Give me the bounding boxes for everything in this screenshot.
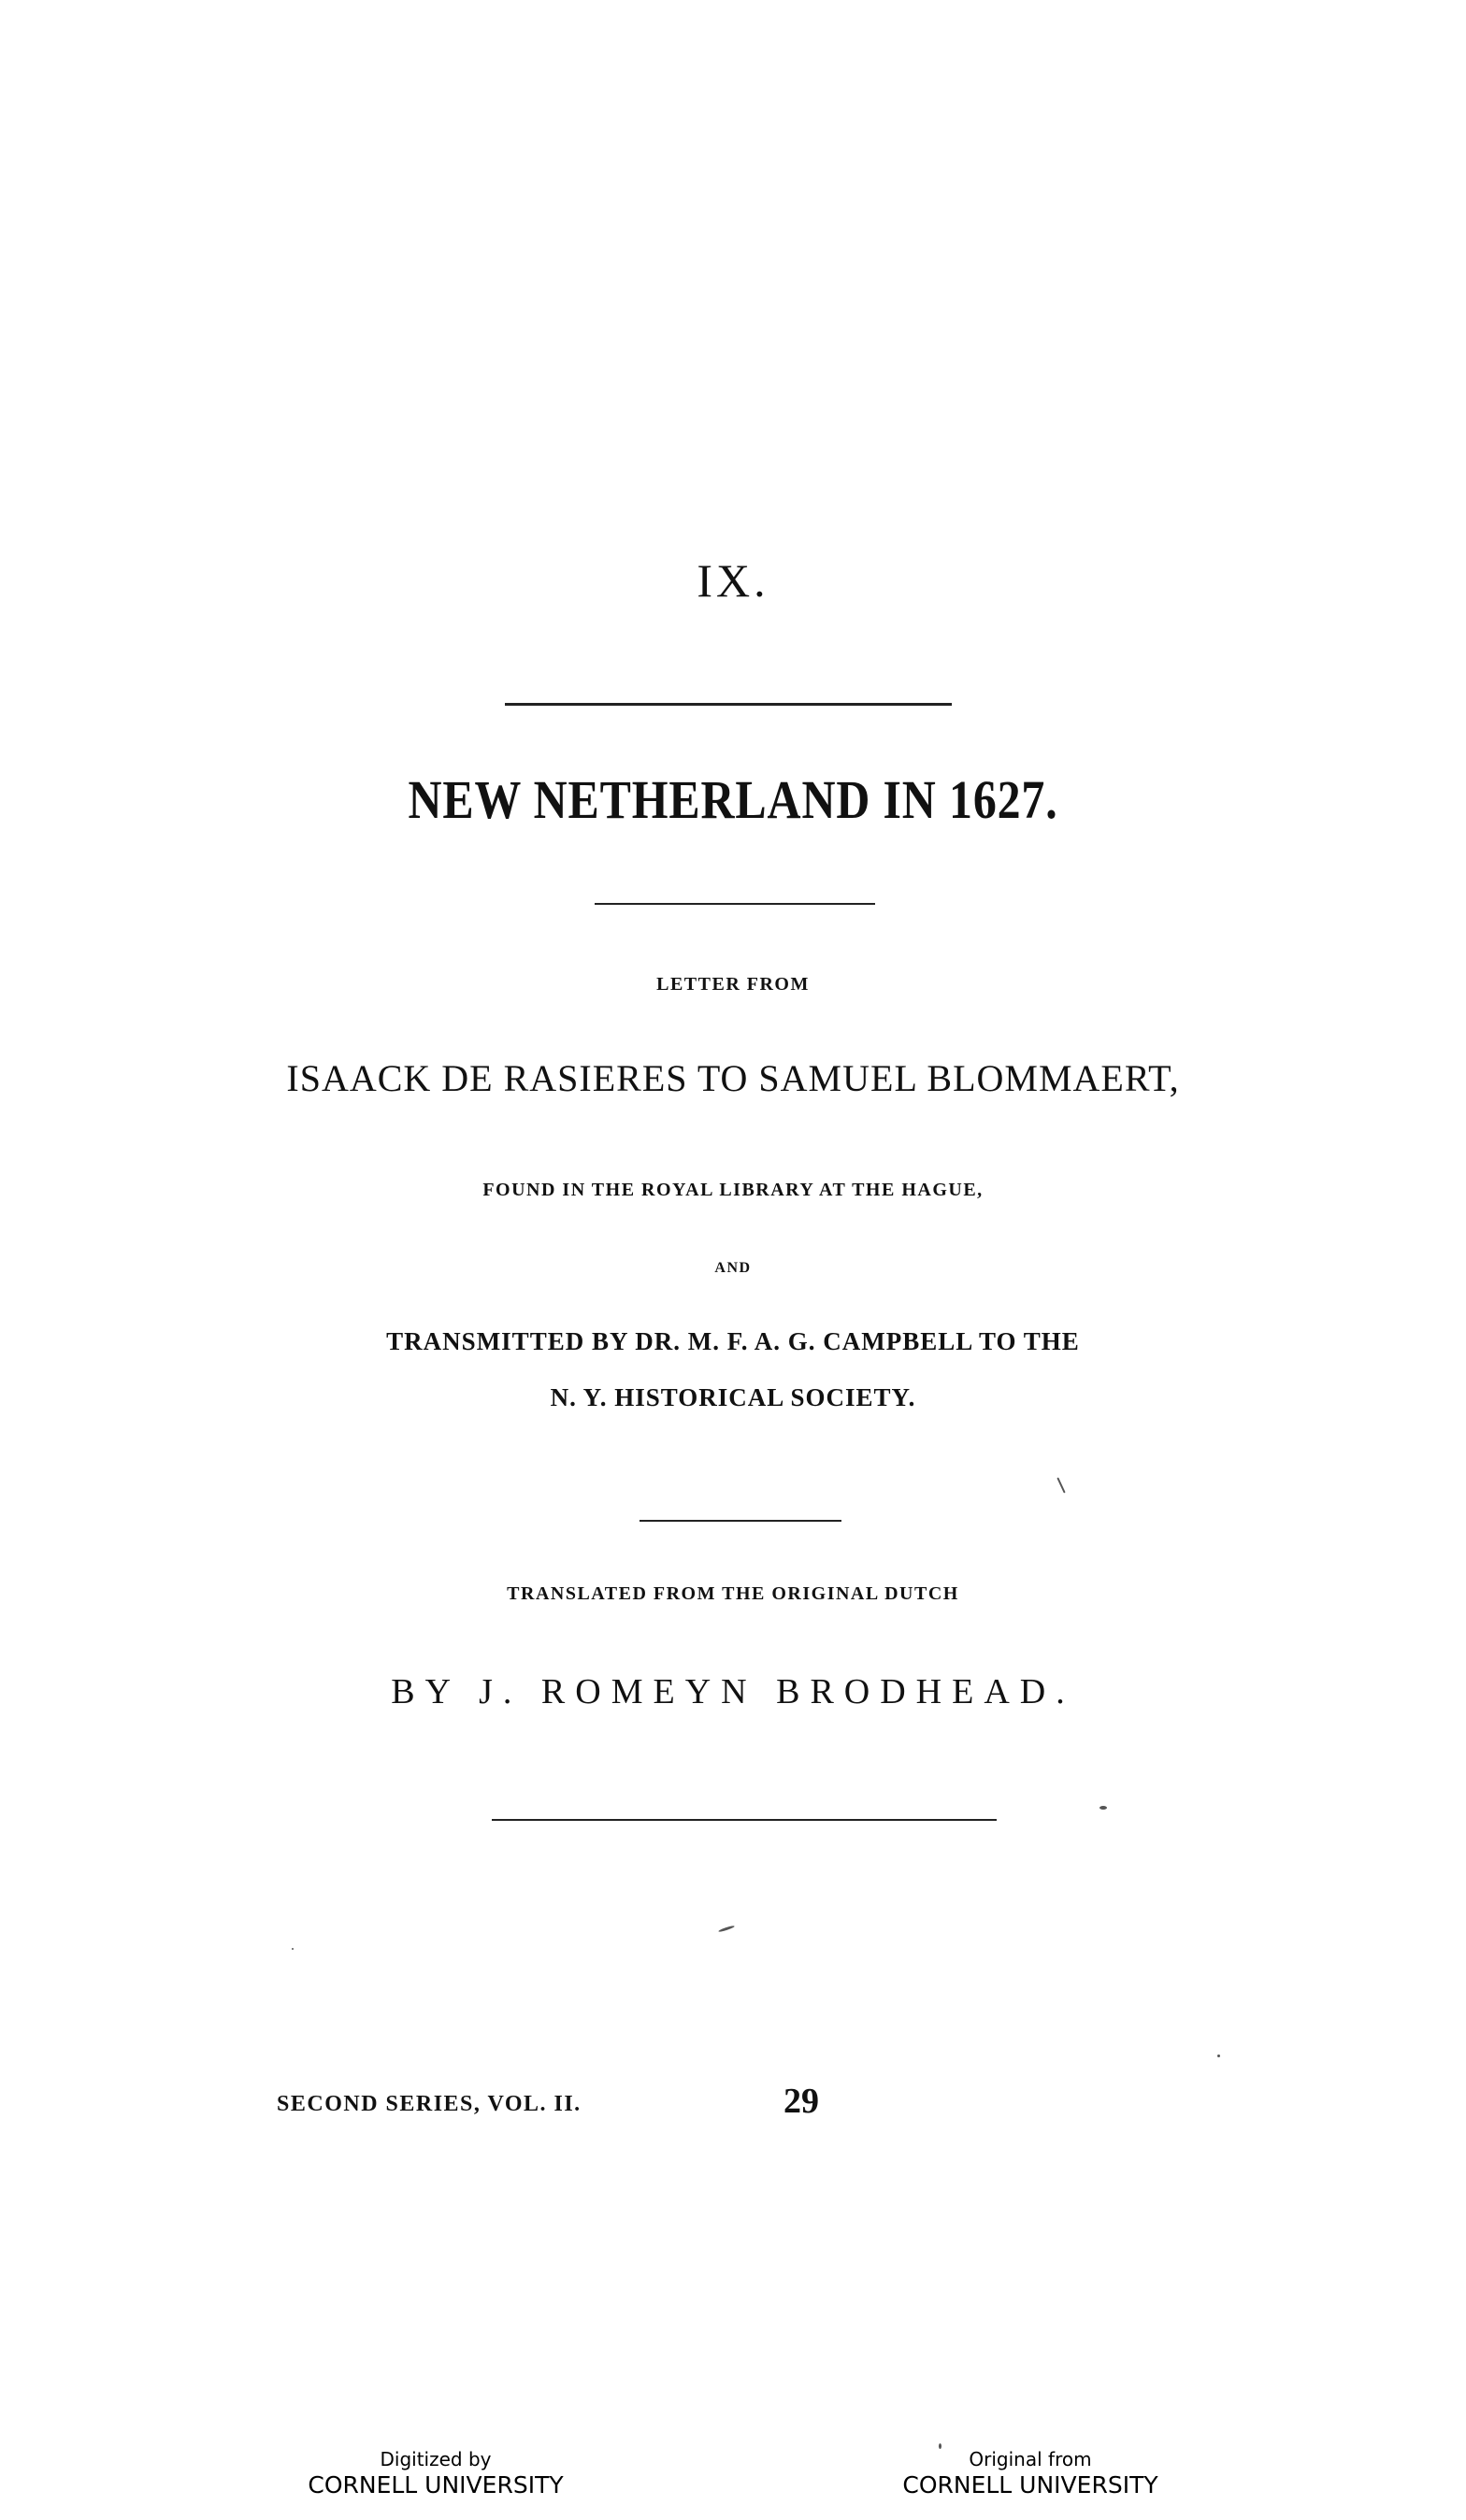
page-title: NEW NETHERLAND IN 1627.: [408, 769, 1058, 830]
scan-speck: [292, 1948, 294, 1950]
digitized-by-institution: CORNELL UNIVERSITY: [308, 2471, 564, 2499]
and-line: AND: [714, 1260, 752, 1276]
divider-rule: [505, 703, 952, 706]
divider-rule: [492, 1819, 997, 1821]
scan-speck: [718, 1925, 735, 1932]
original-from-label: Original from: [969, 2448, 1092, 2470]
translated-from-line: TRANSLATED FROM THE ORIGINAL DUTCH: [507, 1583, 959, 1604]
digitized-by-credit: [239, 2447, 632, 2499]
transmitted-by-line: TRANSMITTED BY DR. M. F. A. G. CAMPBELL TO THE: [386, 1327, 1080, 1355]
chapter-numeral: IX.: [697, 554, 769, 607]
scan-speck: [1217, 2055, 1220, 2057]
divider-rule: [595, 903, 875, 905]
author-line: BY J. ROMEYN BRODHEAD.: [391, 1672, 1075, 1711]
series-label: SECOND SERIES, VOL. II.: [277, 2092, 582, 2116]
scan-speck: [1056, 1477, 1065, 1493]
society-line: N. Y. HISTORICAL SOCIETY.: [550, 1383, 916, 1411]
correspondents-heading: ISAACK DE RASIERES TO SAMUEL BLOMMAERT,: [286, 1057, 1180, 1099]
divider-rule: [640, 1520, 841, 1522]
scan-speck: [1100, 1806, 1107, 1810]
original-from-institution: CORNELL UNIVERSITY: [902, 2471, 1158, 2499]
found-in-line: FOUND IN THE ROYAL LIBRARY AT THE HAGUE,: [482, 1180, 984, 1200]
page-number: 29: [783, 2082, 819, 2121]
original-from-credit: [834, 2447, 1227, 2499]
scan-speck: [939, 2443, 941, 2449]
digitized-by-label: Digitized by: [380, 2448, 492, 2470]
letter-from-label: LETTER FROM: [656, 974, 810, 995]
